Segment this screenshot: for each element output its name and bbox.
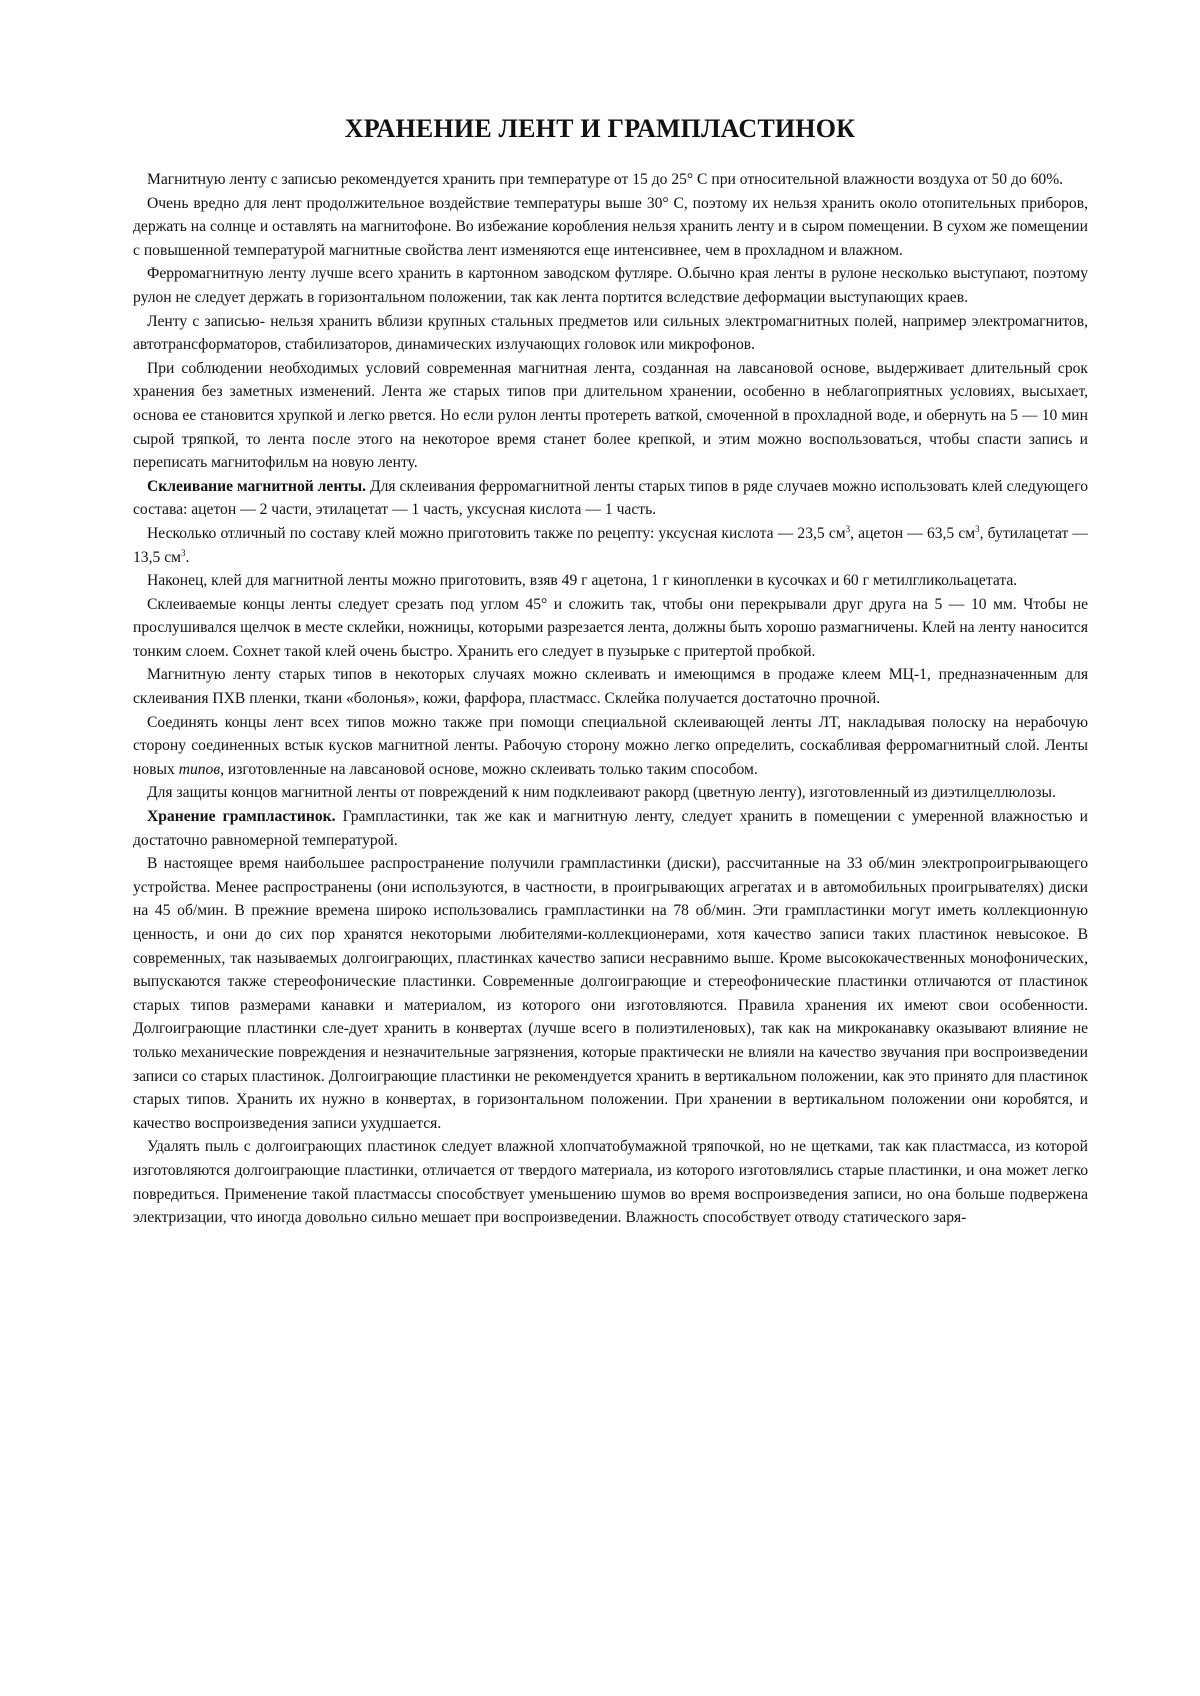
section-heading-gluing: Склеивание магнитной ленты. — [147, 477, 367, 495]
paragraph-tape-aging: При соблюдении необходимых условий современная магнитная лента, созданная на лавсановой основе, выдерживает длительный срок хранения без заметных изменений. Лента же старых типов при длительном хранении, особенно в неблагоприятных условиях, высыхает, основа ее становится хрупкой и легко рвется. Но если рулон ленты протереть ваткой, смоченной в прохладной воде, и обернуть на 5 — 10 мин сырой тряпкой, то лента после этого на некоторое время станет более крепкой, и этим можно воспользоваться, чтобы спасти запись и переписать магнитофильм на новую ленту. — [133, 359, 1088, 472]
paragraph-magnetic-fields: Ленту с записью- нельзя хранить вблизи крупных стальных предметов или сильных электромагнитных полей, например электромагнитов, автотрансформаторов, стабилизаторов, динамических излучающих головок или микрофонов. — [133, 312, 1088, 354]
page-title: ХРАНЕНИЕ ЛЕНТ И ГРАМПЛАСТИНОК — [344, 114, 856, 143]
paragraph-text: Соединять концы лент всех типов можно также при помощи специальной склеивающей ленты ЛТ, накладывая полоску на нерабочую сторону соединенных встык кусков магнитной ленты. Рабочую сторону можно легко определить, соскабливая ферромагнитный слой. Ленты новых — [133, 713, 1088, 778]
emphasis-text: типов, — [178, 760, 225, 778]
superscript: 3 — [180, 547, 186, 558]
paragraph-mc1-glue: Магнитную ленту старых типов в некоторых случаях можно склеивать и имеющимся в продаже клеем МЦ-1, предназначенным для склеивания ПХВ пленки, ткани «болонья», кожи, фарфора, пластмасс. Склейка получается достаточно прочной. — [133, 666, 1088, 708]
paragraph-text: , ацетон — 63,5 см — [850, 524, 976, 542]
paragraph-gluing-tape — [133, 475, 1088, 522]
paragraph-text: , бутилацетат — 13,5 см — [133, 524, 1089, 566]
paragraph-splice-technique: Склеиваемые концы ленты следует срезать под углом 45° и сложить так, чтобы они перекрывали друг друга на 5 — 10 мм. Чтобы не прослушивался щелчок в месте склейки, ножницы, которыми разрезается лента, должны быть хорошо размагничены. Клей на ленту наносится тонким слоем. Сохнет такой клей очень быстро. Хранить его следует в пузырьке с притертой пробкой. — [133, 595, 1088, 660]
paragraph-record-types: В настоящее время наибольшее распространение получили грампластинки (диски), рассчитанные на 33 об/мин электропроигрывающего устройства. Менее распространены (они используются, в частности, в проигрывающих агрегатах и в автомобильных проигрывателях) диски на 45 об/мин. В прежние времена широко использовались грампластинки на 78 об/мин. Эти грампластинки могут иметь коллекционную ценность, и они до сих пор хранятся некоторыми любителями-коллекционерами, хотя качество записи таких пластинок невысокое. В современных, так называемых долгоиграющих, пластинках качество записи несравнимо выше. Кроме высококачественных монофонических, выпускаются также стереофонические пластинки. Современные долгоиграющие и стереофонические пластинки отличаются от пластинок старых типов размерами канавки и материалом, из которого они изготовляются. Правила хранения их имеют свои особенности. Долгоиграющие пластинки сле-дует хранить в конвертах (лучше всего в полиэтиленовых), так как на микроканавку оказывают влияние не только механические повреждения и незначительные загрязнения, которые практически не влияли на качество звучания при воспроизведении записи со старых пластинок. Долгоиграющие пластинки не рекомендуется хранить в вертикальном положении, как это принято для пластинок старых типов. Хранить их нужно в конвертах, в горизонтальном положении. При хранении в вертикальном положении они коробятся, и качество воспроизведения записи ухудшается. — [133, 855, 1088, 1132]
paragraph-splicing-tape — [133, 711, 1088, 782]
paragraph-text: Грампластинки, так же как и магнитную ленту, следует хранить в помещении с умеренной влажностью и достаточно равномерной температурой. — [133, 808, 1089, 849]
paragraph-glue-alternative: Наконец, клей для магнитной ленты можно приготовить, взяв 49 г ацетона, 1 г кинопленки в кусочках и 60 г метилгликольацетата. — [147, 572, 1018, 590]
paragraph-glue-recipe — [133, 522, 1088, 569]
paragraph-text: Несколько отличный по составу клей можно приготовить также по рецепту: уксусная кислота — 23,5 см — [147, 524, 846, 542]
paragraph-text: Для склеивания ферромагнитной ленты старых типов в ряде случаев можно использовать клей следующего состава: ацетон — 2 части, этилацетат — 1 часть, уксусная кислота — 1 часть. — [133, 477, 1089, 519]
superscript: 3 — [975, 523, 980, 534]
paragraph-record-cleaning: Удалять пыль с долгоиграющих пластинок следует влажной хлопчатобумажной тряпочкой, но не щетками, так как пластмасса, из которой изготовляются долгоиграющие пластинки, отличается от твердого материала, из которого изготовлялись старые пластинки, и она может легко повредиться. Применение такой пластмассы способствует уменьшению шумов во время воспроизведения записи, но она больше подвержена электризации, что иногда довольно сильно мешает при воспроизведении. Влажность способствует отводу статического заря- — [133, 1138, 1088, 1227]
paragraph-temperature-effects: Очень вредно для лент продолжительное воздействие температуры выше 30° С, поэтому их нельзя хранить около отопительных приборов, держать на солнце и оставлять на магнитофоне. Во избежание коробления нельзя хранить ленту и в сыром помещении. В сухом же помещении с повышенной температурой магнитные свойства лент изменяются еще интенсивнее, чем в прохладном и влажном. — [133, 194, 1088, 259]
document-body — [133, 168, 1088, 1230]
paragraph-storage-conditions: Магнитную ленту с записью рекомендуется хранить при температуре от 15 до 25° С при относительной влажности воздуха от 50 до 60%. — [147, 171, 1064, 188]
paragraph-text: изготовленные на лавсановой основе, можно склеивать только таким способом. — [224, 760, 758, 778]
section-heading-records: Хранение грампластинок. — [147, 808, 336, 826]
paragraph-leader-tape: Для защиты концов магнитной ленты от повреждений к ним подклеивают ракорд (цветную ленту), изготовленный из диэтилцеллюлозы. — [147, 784, 1056, 802]
paragraph-record-storage — [133, 805, 1088, 852]
paragraph-text: . — [185, 548, 190, 566]
paragraph-case-storage: Ферромагнитную ленту лучше всего хранить в картонном заводском футляре. О.бычно края ленты в рулоне несколько выступают, поэтому рулон не следует держать в горизонтальном положении, так как лента портится вследствие деформации выступающих краев. — [133, 265, 1088, 306]
superscript: 3 — [845, 523, 851, 534]
